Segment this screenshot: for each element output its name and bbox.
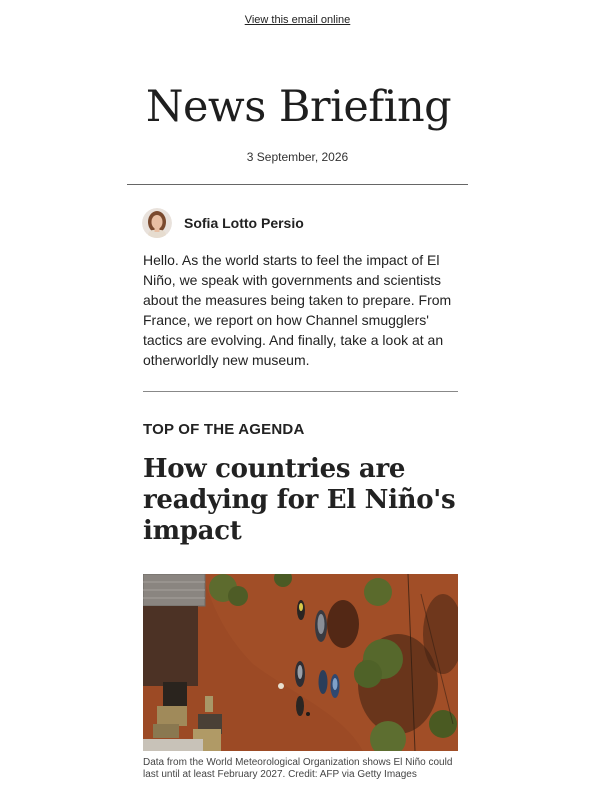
intro-paragraph: Hello. As the world starts to feel the impact of El Niño, we speak with governments and scientists about the measures being taken to prepare. From France, we report on how Channel smugglers' tactics are evolving. And finally, take a look at an otherworldly new museum. — [143, 252, 452, 368]
story-image[interactable] — [143, 574, 458, 751]
author-avatar-image — [142, 208, 172, 238]
section-divider — [143, 391, 458, 392]
author-name: Sofia Lotto Persio — [184, 215, 304, 231]
section-label: TOP OF THE AGENDA — [143, 421, 305, 438]
author-byline — [142, 207, 304, 239]
header-divider — [127, 184, 468, 185]
view-online-bar — [0, 14, 595, 26]
image-caption: Data from the World Meteorological Organization shows El Niño could last until at least February 2027. Credit: AFP via Getty Images — [143, 757, 453, 780]
author-avatar — [142, 208, 172, 238]
flood-aerial-photo — [143, 574, 458, 751]
issue-date: 3 September, 2026 — [246, 150, 349, 164]
story-headline[interactable]: How countries are readying for El Niño's impact — [143, 454, 456, 546]
view-online-link[interactable]: View this email online — [244, 14, 351, 26]
newsletter-title: News Briefing — [145, 82, 452, 132]
